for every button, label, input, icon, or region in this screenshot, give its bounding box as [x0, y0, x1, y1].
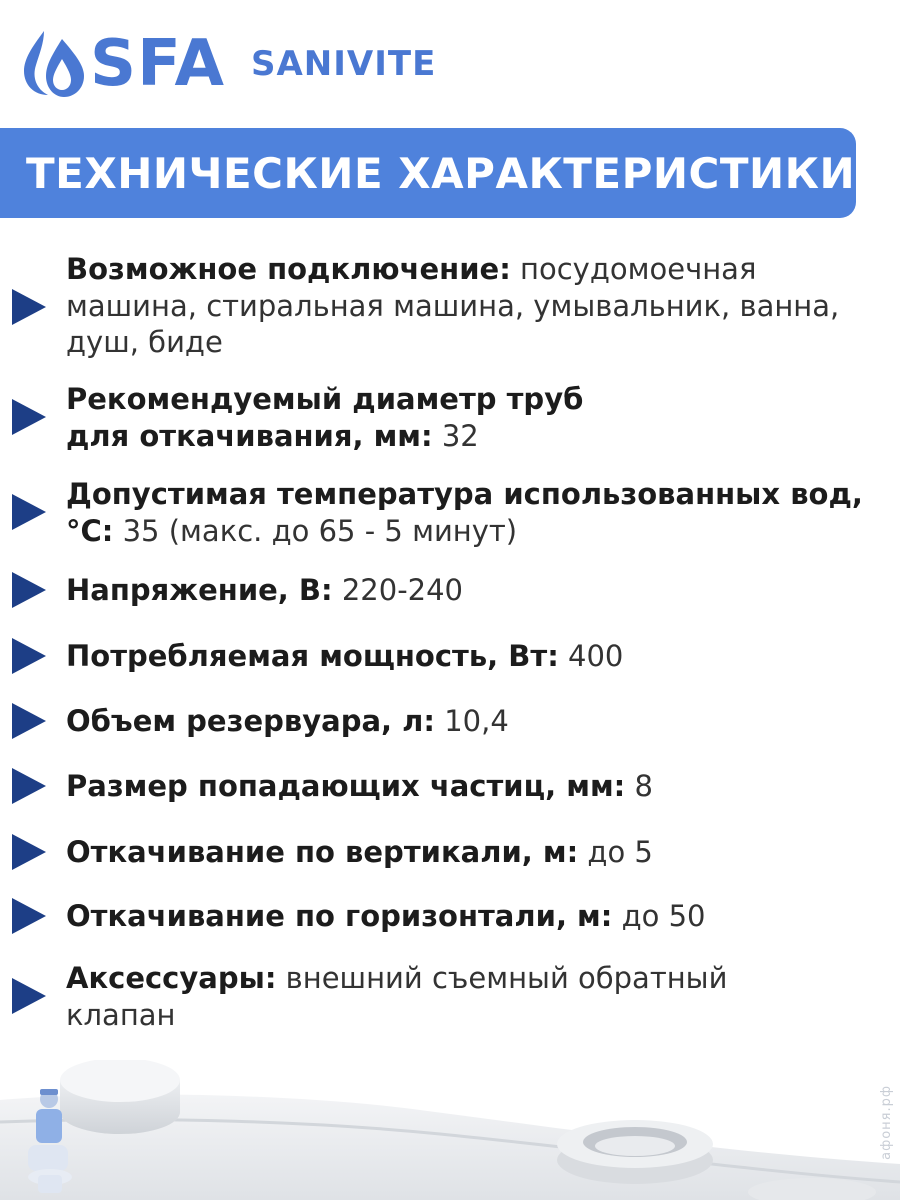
spec-value: посудомоечная машина, стиральная машина, умывальник, ванна, душ, биде [66, 252, 840, 359]
title-banner [0, 128, 856, 218]
spec-label: Допустимая температура использованных вод, °С: [66, 477, 863, 548]
arrow-bullet-icon [12, 978, 46, 1014]
spec-value: 32 [441, 418, 479, 453]
spec-label: Откачивание по вертикали, м: [66, 835, 579, 869]
arrow-bullet-icon [12, 638, 46, 674]
arrow-bullet-icon [12, 289, 46, 325]
subbrand-label: SANIVITE [251, 44, 437, 84]
spec-label: Размер попадающих частиц, мм: [66, 769, 626, 803]
watermark: афоня.рф [879, 1085, 894, 1160]
arrow-bullet-icon [12, 898, 46, 934]
spec-value: 10,4 [444, 704, 509, 738]
arrow-bullet-icon [12, 703, 46, 739]
spec-label: Откачивание по горизонтали, м: [66, 899, 613, 933]
arrow-bullet-icon [12, 399, 46, 435]
mascot-plumber-icon [14, 1085, 84, 1195]
spec-value: 35 (макс. до 65 - 5 минут) [122, 513, 518, 548]
page-title: ТЕХНИЧЕСКИЕ ХАРАКТЕРИСТИКИ [26, 148, 856, 198]
spec-label: Рекомендуемый диаметр труб для откачивания, мм: [66, 382, 584, 453]
arrow-bullet-icon [12, 834, 46, 870]
arrow-bullet-icon [12, 572, 46, 608]
spec-value: внешний съемный обратный клапан [66, 961, 728, 1032]
spec-label: Объем резервуара, л: [66, 704, 435, 738]
spec-label: Напряжение, В: [66, 573, 333, 607]
spec-value: 400 [568, 639, 624, 673]
logo-wordmark: SFA [90, 27, 225, 101]
spec-label: Потребляемая мощность, Вт: [66, 639, 559, 673]
spec-label: Аксессуары: [66, 961, 277, 995]
spec-value: 8 [634, 769, 653, 803]
spec-value: до 50 [621, 899, 706, 933]
spec-value: до 5 [587, 835, 653, 869]
brand-header [22, 28, 436, 100]
water-drop-icon [22, 29, 86, 99]
spec-value: 220-240 [341, 573, 464, 607]
arrow-bullet-icon [12, 494, 46, 530]
spec-label: Возможное подключение: [66, 252, 511, 286]
product-image [0, 1060, 900, 1200]
arrow-bullet-icon [12, 768, 46, 804]
